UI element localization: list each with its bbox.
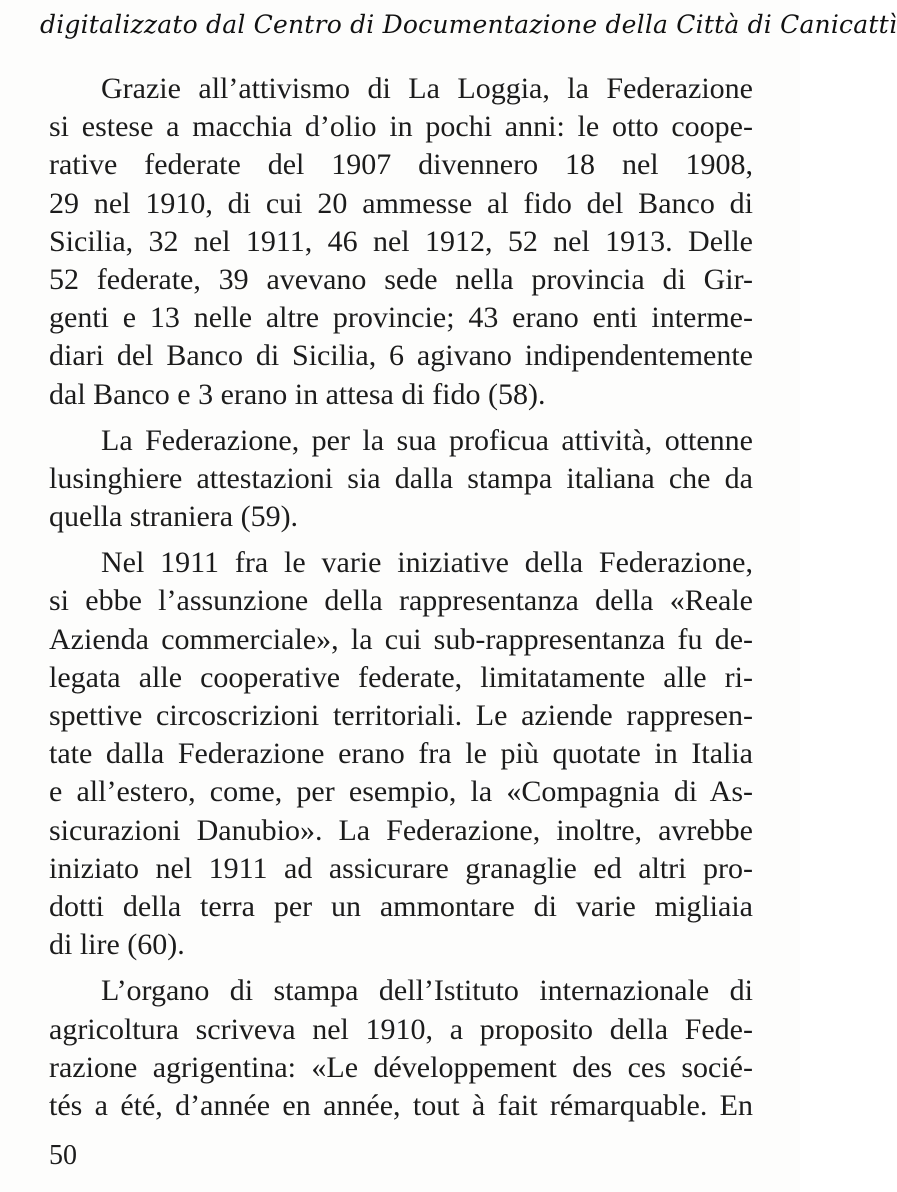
text-line: genti e 13 nelle altre provincie; 43 erano enti interme- <box>49 301 753 335</box>
text-line: rative federate del 1907 divennero 18 nel 1908, <box>49 148 753 182</box>
text-line: tés a été, d’année en année, tout à fait rémarquable. En <box>49 1088 753 1122</box>
text-line: quella straniera (59). <box>49 500 299 534</box>
text-line: Sicilia, 32 nel 1911, 46 nel 1912, 52 nel 1913. Delle <box>49 224 753 258</box>
text-line: di lire (60). <box>49 928 185 962</box>
text-line: Grazie all’attivismo di La Loggia, la Federazione <box>101 72 753 105</box>
paragraph <box>49 70 753 414</box>
text-line: Nel 1911 fra le varie iniziative della Federazione, <box>101 546 753 580</box>
text-line: spettive circoscrizioni territoriali. Le aziende rappresen- <box>49 699 753 732</box>
paragraph <box>49 544 753 964</box>
text-line: legata alle cooperative federate, limitatamente alle ri- <box>49 660 753 694</box>
text-line: L’organo di stampa dell’Istituto internazionale di <box>101 974 753 1008</box>
text-line: dotti della terra per un ammontare di varie migliaia <box>49 889 753 923</box>
paragraph <box>49 422 753 537</box>
text-line: lusinghiere attestazioni sia dalla stampa italiana che da <box>49 461 753 495</box>
text-line: La Federazione, per la sua proficua attività, ottenne <box>101 423 753 457</box>
body-text <box>49 70 753 1125</box>
paragraph <box>49 972 753 1125</box>
text-line: agricoltura scriveva nel 1910, a proposito della Fede- <box>49 1012 753 1046</box>
text-line: 52 federate, 39 avevano sede nella provincia di Gir- <box>49 262 753 296</box>
text-line: e all’estero, come, per esempio, la «Compagnia di As- <box>49 775 753 809</box>
text-line: tate dalla Federazione erano fra le più quotate in Italia <box>49 737 753 771</box>
text-line: diari del Banco di Sicilia, 6 agivano indipendentemente <box>49 339 753 373</box>
text-line: Azienda commerciale», la cui sub-rappresentanza fu de- <box>49 622 753 656</box>
text-line: si estese a macchia d’olio in pochi anni: le otto coope- <box>49 110 753 144</box>
text-line: 29 nel 1910, di cui 20 ammesse al fido del Banco di <box>49 186 753 220</box>
text-line: si ebbe l’assunzione della rappresentanza della «Reale <box>49 584 753 618</box>
text-line: razione agrigentina: «Le développement des ces socié- <box>49 1050 753 1084</box>
page-number: 50 <box>49 1140 77 1171</box>
text-line: sicurazioni Danubio». La Federazione, inoltre, avrebbe <box>49 813 753 847</box>
digitization-watermark: digitalizzato dal Centro di Documentazione della Città di Canicattì <box>40 10 897 39</box>
text-line: dal Banco e 3 erano in attesa di fido (58). <box>49 377 546 411</box>
text-line: iniziato nel 1911 ad assicurare granaglie ed altri pro- <box>49 851 753 885</box>
